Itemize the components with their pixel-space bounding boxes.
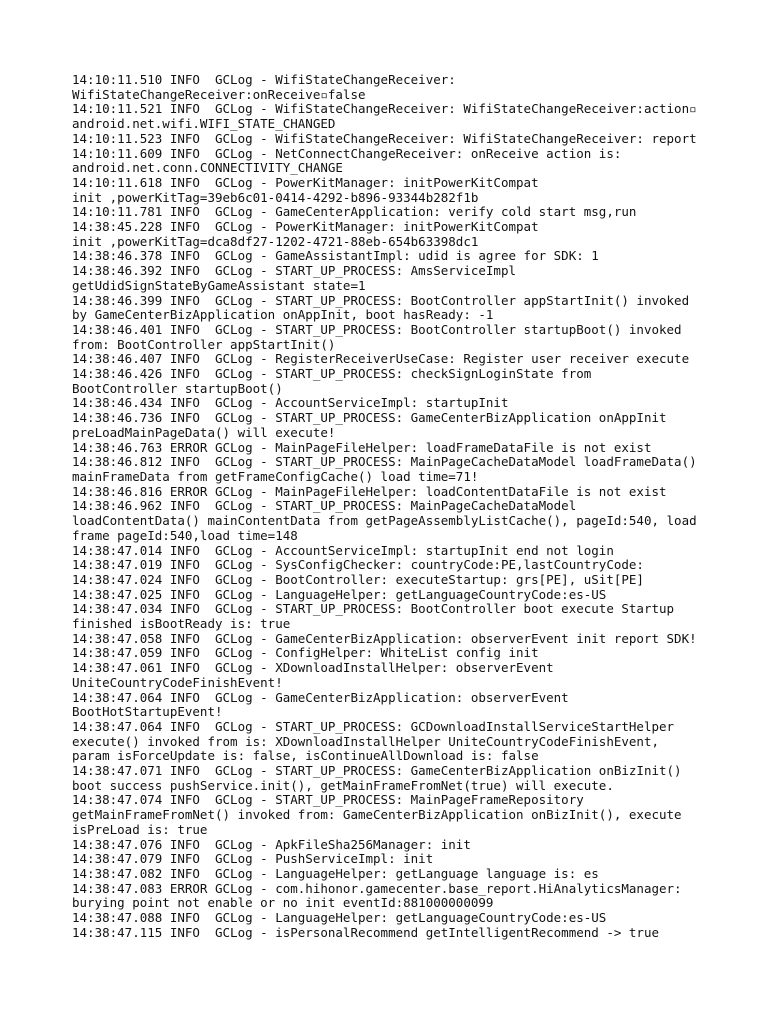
log-line: 14:38:46.816 ERROR GCLog - MainPageFileHelper: loadContentDataFile is not exist	[72, 483, 667, 499]
log-line: 14:38:46.763 ERROR GCLog - MainPageFileHelper: loadFrameDataFile is not exist	[72, 439, 652, 455]
log-line: 14:10:11.523 INFO GCLog - WifiStateChangeReceiver: WifiStateChangeReceiver: report	[72, 130, 697, 146]
log-line: burying point not enable or no init eventId:881000000099	[72, 895, 494, 911]
log-line: 14:38:46.392 INFO GCLog - START_UP_PROCESS: AmsServiceImpl	[72, 263, 517, 279]
log-line: UniteCountryCodeFinishEvent!	[72, 674, 283, 690]
log-line: 14:38:47.079 INFO GCLog - PushServiceImpl: init	[72, 851, 434, 867]
log-line: 14:38:47.083 ERROR GCLog - com.hihonor.gamecenter.base_report.HiAnalyticsManager:	[72, 880, 682, 896]
log-line: init ,powerKitTag=dca8df27-1202-4721-88eb-654b63398dc1	[72, 233, 479, 249]
log-line: 14:38:46.962 INFO GCLog - START_UP_PROCESS: MainPageCacheDataModel	[72, 498, 577, 514]
log-line: 14:10:11.618 INFO GCLog - PowerKitManager: initPowerKitCompat	[72, 174, 539, 190]
log-line: 14:38:47.064 INFO GCLog - START_UP_PROCESS: GCDownloadInstallServiceStartHelper	[72, 718, 675, 734]
log-line: 14:38:47.076 INFO GCLog - ApkFileSha256Manager: init	[72, 836, 471, 852]
log-line: 14:38:47.058 INFO GCLog - GameCenterBizApplication: observerEvent init report SDK!	[72, 630, 697, 646]
log-line: 14:38:47.024 INFO GCLog - BootController: executeStartup: grs[PE], uSit[PE]	[72, 571, 644, 587]
log-line: 14:38:46.378 INFO GCLog - GameAssistantImpl: udid is agree for SDK: 1	[72, 248, 599, 264]
log-line: 14:38:46.426 INFO GCLog - START_UP_PROCESS: checkSignLoginState from	[72, 366, 592, 382]
log-line: 14:38:45.228 INFO GCLog - PowerKitManager: initPowerKitCompat	[72, 219, 539, 235]
log-line: 14:38:47.061 INFO GCLog - XDownloadInstallHelper: observerEvent	[72, 660, 554, 676]
log-line: 14:38:47.034 INFO GCLog - START_UP_PROCESS: BootController boot execute Startup	[72, 601, 675, 617]
log-line: 14:38:47.088 INFO GCLog - LanguageHelper: getLanguageCountryCode:es-US	[72, 910, 607, 926]
log-line: finished isBootReady is: true	[72, 616, 291, 632]
log-text-body	[72, 73, 762, 940]
log-line: android.net.conn.CONNECTIVITY_CHANGE	[72, 160, 343, 176]
log-line: 14:10:11.781 INFO GCLog - GameCenterApplication: verify cold start msg,run	[72, 204, 637, 220]
log-line: WifiStateChangeReceiver:onReceive▫false	[72, 86, 366, 102]
log-line: BootController startupBoot()	[72, 380, 283, 396]
log-line: 14:38:47.064 INFO GCLog - GameCenterBizApplication: observerEvent	[72, 689, 569, 705]
log-line: getUdidSignStateByGameAssistant state=1	[72, 277, 366, 293]
log-line: 14:38:47.014 INFO GCLog - AccountServiceImpl: startupInit end not login	[72, 542, 614, 558]
log-line: execute() invoked from is: XDownloadInstallHelper UniteCountryCodeFinishEvent,	[72, 733, 659, 749]
log-line: init ,powerKitTag=39eb6c01-0414-4292-b896-93344b282f1b	[72, 189, 479, 205]
log-line: 14:38:46.401 INFO GCLog - START_UP_PROCESS: BootController startupBoot() invoked	[72, 321, 682, 337]
log-line: 14:38:46.812 INFO GCLog - START_UP_PROCESS: MainPageCacheDataModel loadFrameData()	[72, 454, 697, 470]
log-line: frame pageId:540,load time=148	[72, 527, 298, 543]
log-line: getMainFrameFromNet() invoked from: GameCenterBizApplication onBizInit(), execute	[72, 807, 682, 823]
log-line: mainFrameData from getFrameConfigCache() load time=71!	[72, 468, 479, 484]
log-line: 14:38:47.115 INFO GCLog - isPersonalRecommend getIntelligentRecommend -> true	[72, 924, 659, 940]
log-line: 14:38:47.082 INFO GCLog - LanguageHelper: getLanguage language is: es	[72, 865, 599, 881]
log-line: 14:38:47.025 INFO GCLog - LanguageHelper: getLanguageCountryCode:es-US	[72, 586, 607, 602]
log-line: loadContentData() mainContentData from getPageAssemblyListCache(), pageId:540, load	[72, 513, 697, 529]
log-line: 14:10:11.521 INFO GCLog - WifiStateChangeReceiver: WifiStateChangeReceiver:action▫	[72, 101, 697, 117]
log-line: boot success pushService.init(), getMainFrameFromNet(true) will execute.	[72, 777, 614, 793]
log-line: android.net.wifi.WIFI_STATE_CHANGED	[72, 116, 336, 132]
log-line: 14:38:46.434 INFO GCLog - AccountServiceImpl: startupInit	[72, 395, 509, 411]
log-line: param isForceUpdate is: false, isContinueAllDownload is: false	[72, 748, 539, 764]
log-line: BootHotStartupEvent!	[72, 704, 223, 720]
log-line: 14:10:11.510 INFO GCLog - WifiStateChangeReceiver:	[72, 72, 456, 87]
log-line: by GameCenterBizApplication onAppInit, boot hasReady: -1	[72, 307, 494, 323]
log-line: 14:38:47.071 INFO GCLog - START_UP_PROCESS: GameCenterBizApplication onBizInit()	[72, 763, 682, 779]
log-line: 14:38:47.074 INFO GCLog - START_UP_PROCESS: MainPageFrameRepository	[72, 792, 584, 808]
log-line: 14:38:47.059 INFO GCLog - ConfigHelper: WhiteList config init	[72, 645, 539, 661]
log-line: 14:38:47.019 INFO GCLog - SysConfigChecker: countryCode:PE,lastCountryCode:	[72, 557, 644, 573]
log-line: isPreLoad is: true	[72, 821, 208, 837]
log-line: 14:38:46.399 INFO GCLog - START_UP_PROCESS: BootController appStartInit() invoked	[72, 292, 690, 308]
log-line: preLoadMainPageData() will execute!	[72, 424, 336, 440]
log-line: 14:38:46.407 INFO GCLog - RegisterReceiverUseCase: Register user receiver execute	[72, 351, 690, 367]
log-line: 14:10:11.609 INFO GCLog - NetConnectChangeReceiver: onReceive action is:	[72, 145, 622, 161]
log-line: 14:38:46.736 INFO GCLog - START_UP_PROCESS: GameCenterBizApplication onAppInit	[72, 410, 667, 426]
log-line: from: BootController appStartInit()	[72, 336, 336, 352]
